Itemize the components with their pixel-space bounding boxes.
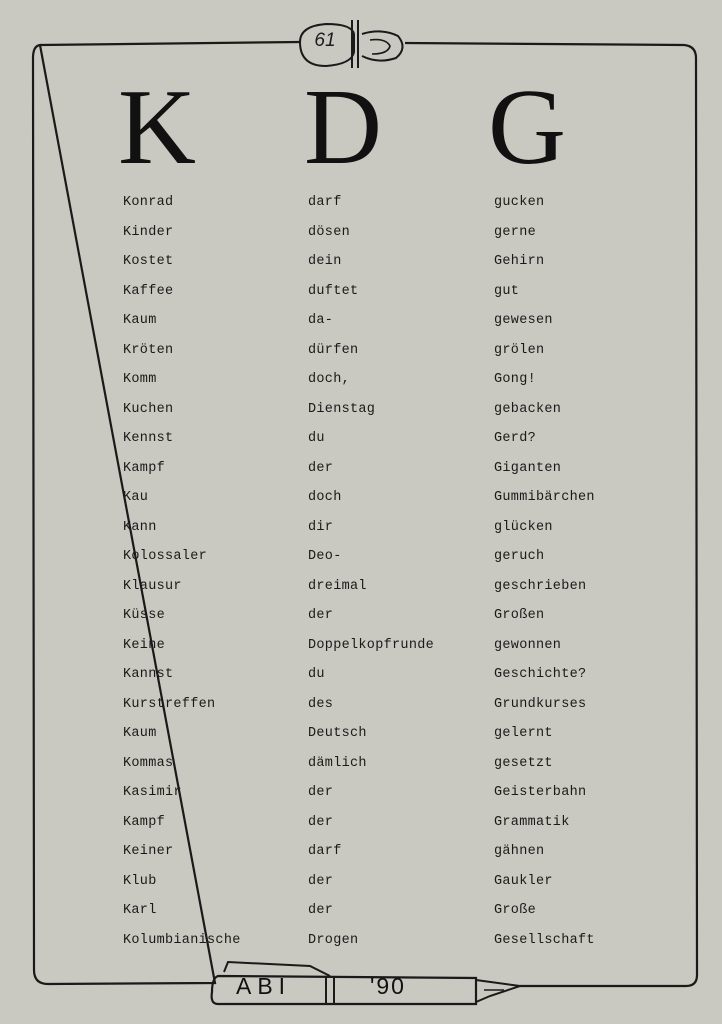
word-k: Kolumbianische: [123, 932, 241, 948]
word-g: Großen: [494, 608, 545, 623]
word-k: Kostet: [123, 254, 174, 269]
word-k: Kasimir: [123, 785, 182, 800]
word-d: Deutsch: [308, 726, 367, 741]
word-d: dämlich: [308, 755, 367, 771]
word-d: dir: [308, 519, 334, 535]
heading-g: G: [488, 68, 566, 187]
word-g: Gong!: [494, 372, 537, 387]
word-k: Kuchen: [123, 401, 174, 417]
word-k: Kinder: [123, 224, 174, 240]
word-k: Kommas: [123, 755, 174, 771]
word-k: Komm: [123, 372, 157, 387]
word-g: gelernt: [494, 726, 553, 741]
word-d: du: [308, 667, 325, 682]
word-g: Giganten: [494, 460, 562, 476]
word-g: geruch: [494, 549, 545, 564]
pen-nib: [476, 980, 520, 1002]
word-k: Küsse: [123, 608, 166, 623]
word-g: gebacken: [494, 401, 562, 417]
word-g: gut: [494, 283, 520, 299]
word-k: Kolossaler: [123, 549, 208, 564]
word-g: gewesen: [494, 313, 553, 328]
word-d: der: [308, 903, 334, 918]
word-k: Klausur: [123, 578, 182, 594]
word-k: Kaffee: [123, 283, 174, 299]
word-g: Gesellschaft: [494, 932, 595, 948]
word-g: gesetzt: [494, 755, 553, 771]
word-d: du: [308, 431, 325, 446]
word-g: geschrieben: [494, 578, 587, 594]
column-d-words: [308, 188, 498, 955]
word-g: Geschichte?: [494, 667, 587, 682]
word-d: dürfen: [308, 342, 359, 358]
word-d: darf: [308, 195, 342, 210]
word-d: der: [308, 608, 334, 623]
bulb-screw: [362, 31, 403, 60]
word-d: des: [308, 696, 334, 712]
word-g: gerne: [494, 224, 537, 240]
footer-abi-label: ABI: [236, 973, 292, 999]
word-d: Deo-: [308, 549, 342, 564]
word-g: Grundkurses: [494, 696, 587, 712]
word-g: Grammatik: [494, 814, 570, 830]
word-d: Dienstag: [308, 401, 376, 417]
word-k: Kaum: [123, 313, 157, 328]
word-k: Keiner: [123, 844, 174, 859]
word-d: der: [308, 873, 334, 889]
word-g: Große: [494, 903, 537, 918]
word-d: der: [308, 785, 334, 800]
page-number: 61: [314, 30, 336, 51]
word-d: der: [308, 814, 334, 830]
word-g: Gummibärchen: [494, 490, 595, 505]
word-d: doch: [308, 490, 342, 505]
word-k: Konrad: [123, 195, 174, 210]
word-g: glücken: [494, 519, 553, 535]
word-k: Kaum: [123, 726, 157, 741]
word-d: dein: [308, 254, 342, 269]
word-k: Kröten: [123, 342, 174, 358]
word-d: dösen: [308, 224, 351, 240]
heading-k: K: [118, 68, 196, 187]
column-g-words: [494, 188, 624, 955]
word-g: grölen: [494, 342, 545, 358]
column-k-words: [123, 188, 313, 955]
word-g: Geisterbahn: [494, 785, 587, 800]
word-g: Gaukler: [494, 873, 553, 889]
word-d: doch,: [308, 372, 351, 387]
word-g: gähnen: [494, 844, 545, 859]
word-g: gewonnen: [494, 637, 562, 653]
word-k: Kau: [123, 490, 149, 505]
word-k: Kennst: [123, 431, 174, 446]
word-k: Kampf: [123, 814, 166, 830]
footer-year-label: '90: [370, 973, 406, 999]
word-k: Kurstreffen: [123, 696, 216, 712]
word-d: dreimal: [308, 578, 367, 594]
word-k: Kampf: [123, 460, 166, 476]
word-k: Karl: [123, 903, 157, 918]
word-d: duftet: [308, 283, 359, 299]
heading-d: D: [304, 68, 382, 187]
word-g: Gerd?: [494, 431, 537, 446]
word-d: darf: [308, 844, 342, 859]
word-d: Drogen: [308, 932, 359, 948]
word-k: Klub: [123, 873, 157, 889]
word-k: Kann: [123, 519, 157, 535]
word-d: Doppelkopfrunde: [308, 637, 435, 653]
word-k: Keine: [123, 637, 166, 653]
word-g: gucken: [494, 195, 545, 210]
word-d: der: [308, 460, 334, 476]
word-d: da-: [308, 313, 334, 328]
word-g: Gehirn: [494, 254, 545, 269]
word-k: Kannst: [123, 667, 174, 682]
